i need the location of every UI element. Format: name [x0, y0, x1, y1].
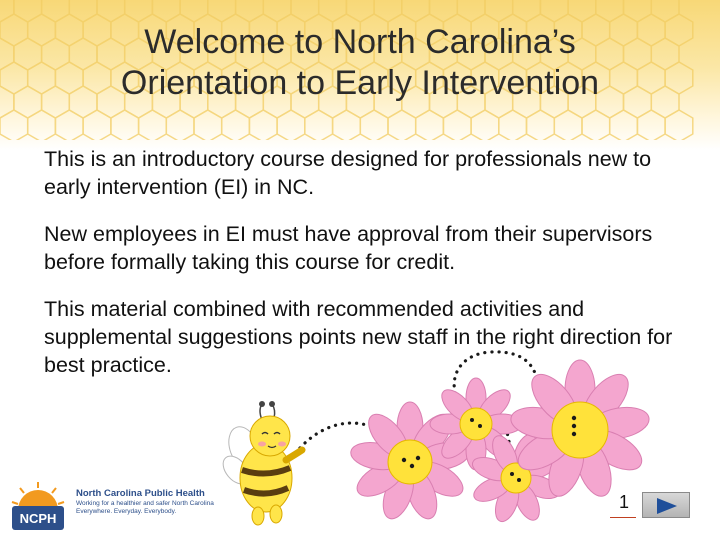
slide-number-underline	[610, 517, 636, 518]
practice-paragraph: This material combined with recommended activities and supplemental suggestions points new staff in the right direction for best practice.	[44, 297, 673, 377]
org-name: North Carolina Public Health	[76, 488, 205, 499]
next-slide-button[interactable]	[642, 492, 690, 518]
title-line-1: Welcome to North Carolina’s	[144, 23, 576, 61]
title-line-2: Orientation to Early Intervention	[120, 64, 600, 102]
approval-paragraph: New employees in EI must have approval from their supervisors before formally taking this course for credit.	[44, 222, 653, 274]
play-triangle-icon	[655, 497, 679, 515]
bee-character	[218, 401, 302, 525]
ncph-logo	[8, 478, 220, 536]
intro-paragraph: This is an introductory course designed for professionals new to early intervention (EI) in NC.	[44, 147, 652, 199]
org-tagline: Working for a healthier and safer North Carolina Everywhere. Everyday. Everybody.	[76, 500, 214, 515]
ncph-text-block	[76, 488, 226, 516]
slide-number: 1	[618, 492, 629, 512]
ncph-badge-icon	[8, 480, 68, 532]
ncph-badge-text: NCPH	[19, 511, 57, 526]
